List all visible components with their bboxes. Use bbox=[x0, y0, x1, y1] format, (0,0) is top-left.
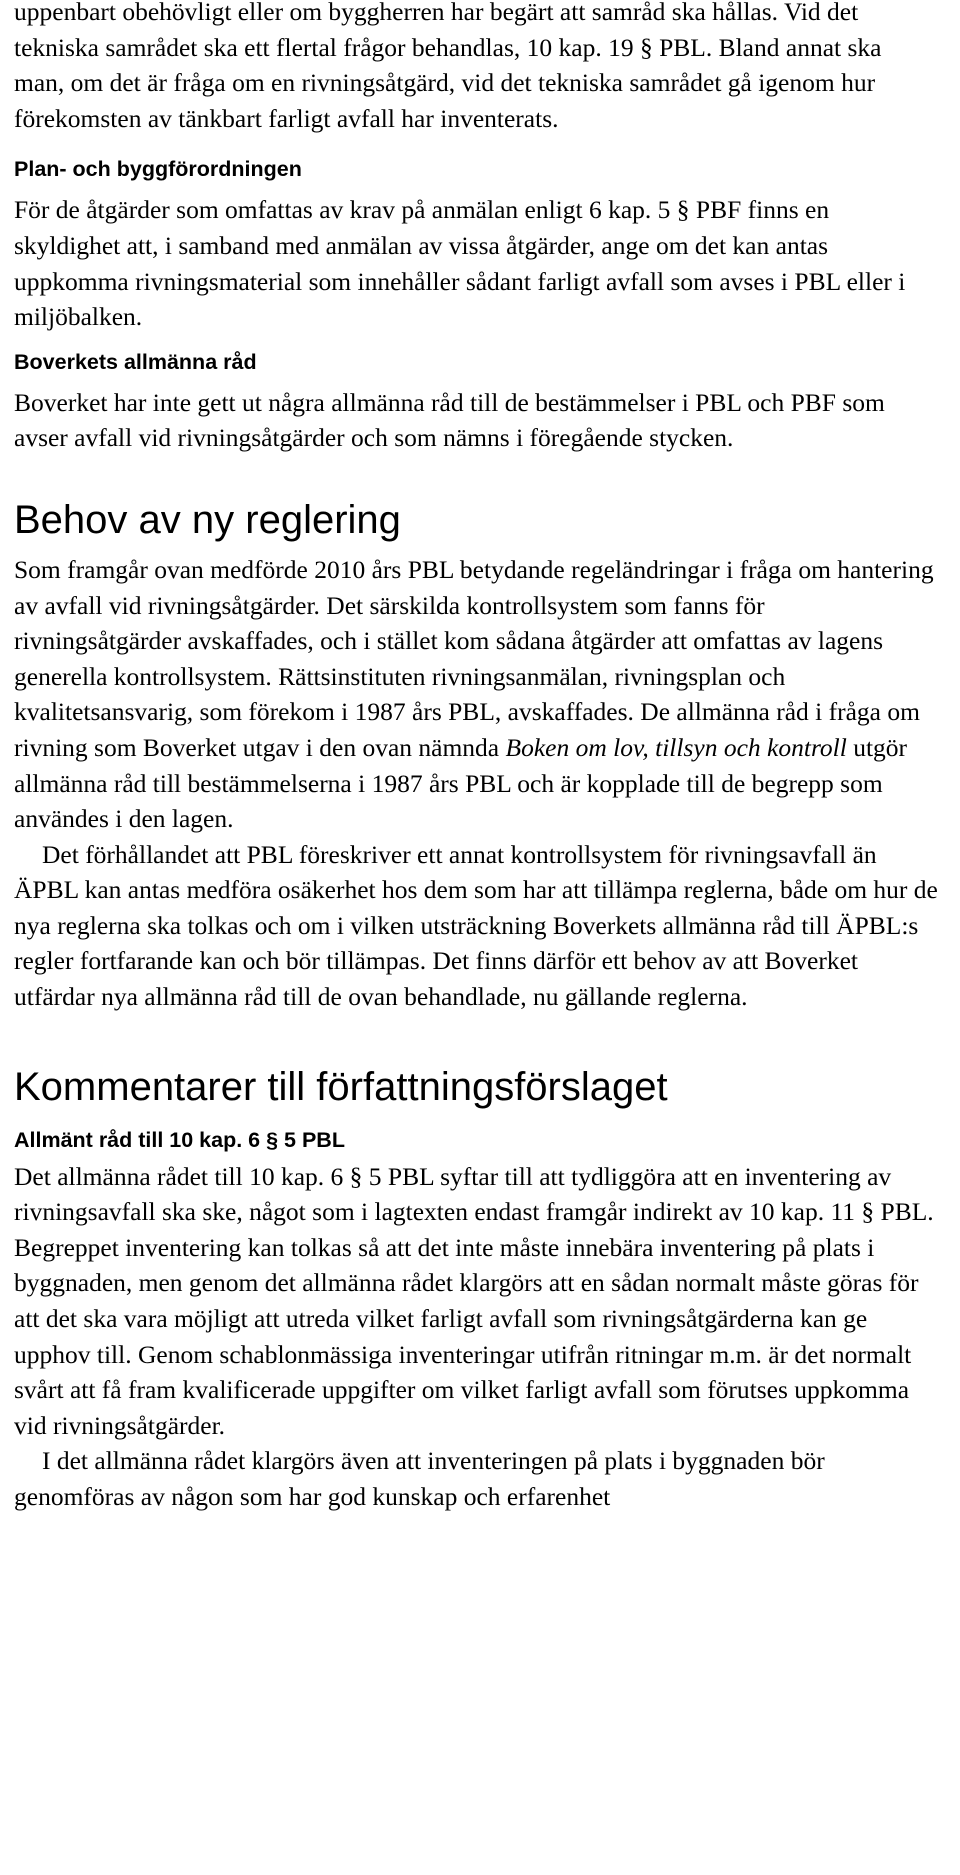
need-paragraph-1-text-b: utgör allmänna råd till bestämmelserna i 1987 års PBL och är kopplade till de begrepp som användes i den lagen. bbox=[14, 732, 908, 834]
book-title: Boken om lov, tillsyn och kontroll bbox=[505, 732, 847, 762]
pbf-paragraph: För de åtgärder som omfattas av krav på anmälan enligt 6 kap. 5 § PBF finns en skyldighet att, i samband med anmälan av vissa åtgärder, ange om det kan antas uppkomma rivningsmaterial som innehåller sådant farligt avfall som avses i PBL eller i miljöbalken. bbox=[14, 195, 906, 332]
advice-paragraph: Boverket har inte gett ut några allmänna råd till de bestämmelser i PBL och PBF som avser avfall vid rivningsåtgärder och som nämns i föregående stycken. bbox=[14, 387, 885, 453]
intro-paragraph: uppenbart obehövligt eller om byggherren har begärt att samråd ska hållas. Vid det tekniska samrådet ska ett flertal frågor behandlas, 10 kap. 19 § PBL. Bland annat ska man, om det är fråga om en rivningsåtgärd, vid det tekniska samrådet gå igenom hur förekomsten av tänkbart farligt avfall har inventerats. bbox=[14, 0, 882, 133]
comments-subheading: Allmänt råd till 10 kap. 6 § 5 PBL bbox=[14, 1127, 345, 1152]
need-paragraph-2: Det förhållandet att PBL föreskriver ett annat kontrollsystem för rivningsavfall än ÄPBL kan antas medföra osäkerhet hos dem som har att tillämpa reglerna, både om hur de nya reglerna ska tolkas och om i vilken utsträckning Boverkets allmänna råd till ÄPBL:s regler fortfarande kan och bör tillämpas. Det finns därför ett behov av att Boverket utfärdar nya allmänna råd till de ovan behandlade, nu gällande reglerna. bbox=[14, 839, 938, 1012]
need-heading: Behov av ny reglering bbox=[14, 497, 401, 542]
comments-paragraph-2: I det allmänna rådet klargörs även att inventeringen på plats i byggnaden bör genomföras av någon som har god kunskap och erfarenhet bbox=[14, 1446, 825, 1511]
advice-heading: Boverkets allmänna råd bbox=[14, 349, 257, 374]
pbf-heading: Plan- och byggförordningen bbox=[14, 157, 302, 182]
need-paragraph-1-text-a: Som framgår ovan medförde 2010 års PBL betydande regeländringar i fråga om hantering av avfall vid rivningsåtgärder. Det särskilda kontrollsystem som fanns för rivningsåtgärder avskaffades, och i stället kom sådana åtgärder att omfattas av lagens generella kontrollsystem. Rättsinstituten rivningsanmälan, rivningsplan och kvalitetsansvarig, som förekom i 1987 års PBL, avskaffades. De allmänna råd i fråga om rivning som Boverket utgav i den ovan nämnda bbox=[14, 554, 934, 762]
comments-paragraph-1: Det allmänna rådet till 10 kap. 6 § 5 PBL syftar till att tydliggöra att en inventering av rivningsavfall ska ske, något som i lagtexten endast framgår indirekt av 10 kap. 11 § PBL. Begreppet inventering kan tolkas så att det inte måste innebära inventering på plats i byggnaden, men genom det allmänna rådet klargörs att en sådan normalt måste göras för att det ska vara möjligt att utreda vilket farligt avfall som rivningsåtgärderna kan ge upphov till. Genom schablonmässiga inventeringar utifrån ritningar m.m. är det normalt svårt att få fram kvalificerade uppgifter om vilket farligt avfall som förutses uppkomma vid rivningsåtgärder. bbox=[14, 1161, 934, 1440]
comments-heading: Kommentarer till författningsförslaget bbox=[14, 1064, 668, 1109]
need-paragraph-1 bbox=[14, 552, 938, 837]
